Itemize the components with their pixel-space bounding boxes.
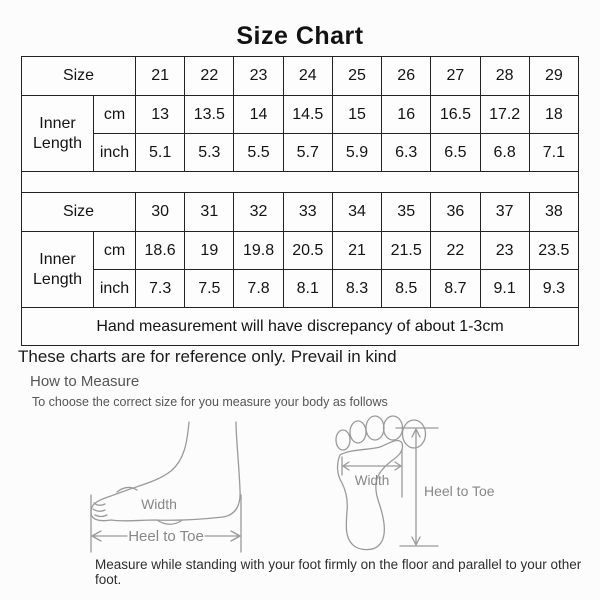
inch-value-cell: 9.3 bbox=[529, 270, 578, 308]
cm-value-cell: 17.2 bbox=[480, 96, 529, 134]
toe-ellipse bbox=[366, 416, 384, 440]
table2-size-label: Size bbox=[22, 193, 136, 232]
size-value-cell: 33 bbox=[283, 193, 332, 232]
how-to-measure-subheading: To choose the correct size for you measure your body as follows bbox=[32, 395, 388, 409]
measurement-note-row bbox=[22, 308, 579, 346]
footprint-diagram bbox=[330, 413, 520, 560]
inch-value-cell: 7.1 bbox=[529, 134, 578, 172]
footprint-width-label: Width bbox=[354, 473, 390, 488]
table1-size-label: Size bbox=[22, 57, 136, 96]
table2-inch-label: inch bbox=[94, 270, 136, 308]
inch-value-cell: 5.5 bbox=[234, 134, 283, 172]
footprint-heel-to-toe-label: Heel to Toe bbox=[424, 483, 495, 499]
inch-value-cell: 6.8 bbox=[480, 134, 529, 172]
measuring-instruction: Measure while standing with your foot firmly on the floor and parallel to your other foot. bbox=[95, 557, 582, 587]
table2-size-row bbox=[22, 193, 579, 232]
table1-size-row bbox=[22, 57, 579, 96]
size-value-cell: 26 bbox=[382, 57, 431, 96]
inch-value-cell: 8.1 bbox=[283, 270, 332, 308]
reference-note: These charts are for reference only. Prevail in kind bbox=[18, 347, 397, 366]
cm-value-cell: 14 bbox=[234, 96, 283, 134]
cm-value-cell: 14.5 bbox=[283, 96, 332, 134]
table2-inch-row bbox=[22, 270, 579, 308]
size-value-cell: 23 bbox=[234, 57, 283, 96]
size-value-cell: 37 bbox=[480, 193, 529, 232]
inch-value-cell: 5.3 bbox=[185, 134, 234, 172]
table1-cm-row bbox=[22, 96, 579, 134]
toe-detail-line bbox=[95, 515, 107, 517]
cm-value-cell: 18 bbox=[529, 96, 578, 134]
table-spacer-cell bbox=[22, 172, 579, 193]
inch-value-cell: 8.5 bbox=[382, 270, 431, 308]
measurement-note: Hand measurement will have discrepancy of about 1-3cm bbox=[22, 308, 579, 346]
size-value-cell: 24 bbox=[283, 57, 332, 96]
inch-value-cell: 8.7 bbox=[431, 270, 480, 308]
table2-cm-row bbox=[22, 232, 579, 270]
size-value-cell: 38 bbox=[529, 193, 578, 232]
cm-value-cell: 21 bbox=[332, 232, 381, 270]
footprint-sole-outline bbox=[338, 440, 403, 549]
foot-side-view-diagram bbox=[85, 418, 265, 560]
cm-value-cell: 16.5 bbox=[431, 96, 480, 134]
size-value-cell: 31 bbox=[185, 193, 234, 232]
cm-value-cell: 13 bbox=[136, 96, 185, 134]
cm-value-cell: 13.5 bbox=[185, 96, 234, 134]
size-value-cell: 22 bbox=[185, 57, 234, 96]
side-width-label: Width bbox=[141, 496, 177, 512]
size-value-cell: 32 bbox=[234, 193, 283, 232]
cm-value-cell: 23.5 bbox=[529, 232, 578, 270]
cm-value-cell: 23 bbox=[480, 232, 529, 270]
inch-value-cell: 6.5 bbox=[431, 134, 480, 172]
size-table bbox=[21, 56, 579, 346]
inch-value-cell: 7.5 bbox=[185, 270, 234, 308]
page-title: Size Chart bbox=[236, 22, 364, 50]
inch-value-cell: 5.1 bbox=[136, 134, 185, 172]
cm-value-cell: 19.8 bbox=[234, 232, 283, 270]
cm-value-cell: 15 bbox=[332, 96, 381, 134]
cm-value-cell: 16 bbox=[382, 96, 431, 134]
size-value-cell: 29 bbox=[529, 57, 578, 96]
table2-inner-length-label: Inner Length bbox=[22, 232, 94, 308]
size-value-cell: 30 bbox=[136, 193, 185, 232]
size-value-cell: 34 bbox=[332, 193, 381, 232]
inch-value-cell: 5.9 bbox=[332, 134, 381, 172]
inch-value-cell: 9.1 bbox=[480, 270, 529, 308]
inch-value-cell: 5.7 bbox=[283, 134, 332, 172]
toe-ellipse bbox=[336, 430, 350, 450]
inch-value-cell: 6.3 bbox=[382, 134, 431, 172]
cm-value-cell: 19 bbox=[185, 232, 234, 270]
toe-detail-line bbox=[93, 509, 105, 511]
inch-value-cell: 7.8 bbox=[234, 270, 283, 308]
table1-inch-row bbox=[22, 134, 579, 172]
table1-inch-label: inch bbox=[94, 134, 136, 172]
size-value-cell: 25 bbox=[332, 57, 381, 96]
table1-cm-label: cm bbox=[94, 96, 136, 134]
table1-inner-length-label: Inner Length bbox=[22, 96, 94, 172]
cm-value-cell: 20.5 bbox=[283, 232, 332, 270]
size-value-cell: 36 bbox=[431, 193, 480, 232]
inch-value-cell: 7.3 bbox=[136, 270, 185, 308]
size-value-cell: 28 bbox=[480, 57, 529, 96]
cm-value-cell: 22 bbox=[431, 232, 480, 270]
size-value-cell: 27 bbox=[431, 57, 480, 96]
table2-cm-label: cm bbox=[94, 232, 136, 270]
table-spacer-row bbox=[22, 172, 579, 193]
size-value-cell: 21 bbox=[136, 57, 185, 96]
cm-value-cell: 18.6 bbox=[136, 232, 185, 270]
how-to-measure-heading: How to Measure bbox=[30, 373, 140, 390]
size-value-cell: 35 bbox=[382, 193, 431, 232]
side-heel-to-toe-label: Heel to Toe bbox=[128, 528, 204, 545]
toe-ellipse bbox=[350, 421, 366, 443]
cm-value-cell: 21.5 bbox=[382, 232, 431, 270]
inch-value-cell: 8.3 bbox=[332, 270, 381, 308]
